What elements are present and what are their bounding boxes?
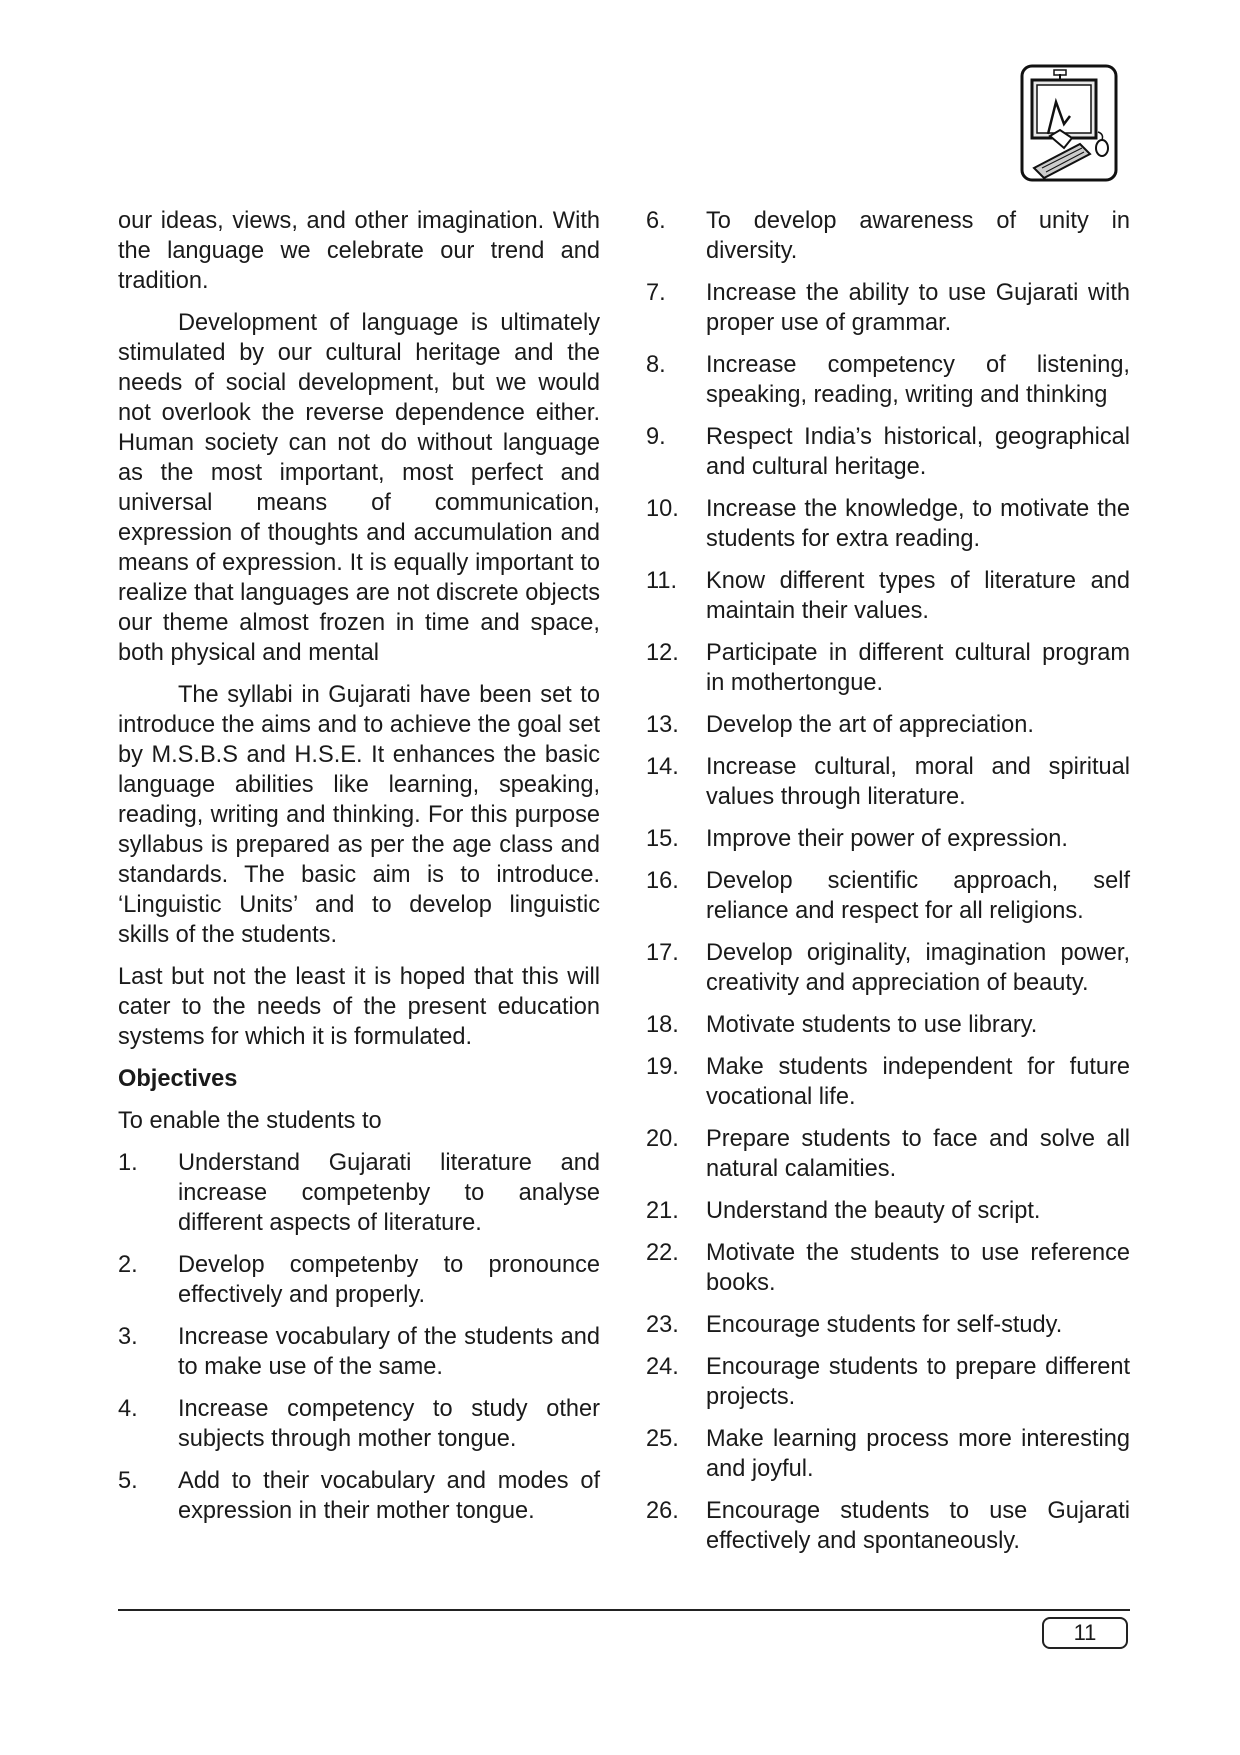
- item-text: Prepare students to face and solve all natural calamities.: [706, 1126, 1130, 1182]
- item-number: 5.: [118, 1468, 138, 1494]
- item-number: 9.: [646, 424, 666, 450]
- item-number: 4.: [118, 1396, 138, 1422]
- list-item: [118, 1250, 600, 1310]
- list-item: [646, 350, 1130, 410]
- list-item: [646, 1124, 1130, 1184]
- list-item: [646, 1052, 1130, 1112]
- list-item: [646, 206, 1130, 266]
- paragraph: The syllabi in Gujarati have been set to introduce the aims and to achieve the goal set by M.S.B.S and H.S.E. It enhances the basic language abilities like learning, speaking, reading, writing and thinking. For this purpose syllabus is prepared as per the age class and standards. The basic aim is to introduce. ‘Linguistic Units’ and to develop linguistic skills of the students.: [118, 682, 600, 948]
- item-number: 7.: [646, 280, 666, 306]
- item-number: 14.: [646, 754, 679, 780]
- item-number: 21.: [646, 1198, 679, 1224]
- list-item: [646, 278, 1130, 338]
- item-number: 12.: [646, 640, 679, 666]
- item-number: 1.: [118, 1150, 138, 1176]
- list-item: [646, 566, 1130, 626]
- item-text: Develop originality, imagination power, creativity and appreciation of beauty.: [706, 940, 1130, 996]
- list-item: [646, 938, 1130, 998]
- item-text: Increase competency of listening, speaking, reading, writing and thinking: [706, 352, 1130, 408]
- paragraph: Development of language is ultimately stimulated by our cultural heritage and the needs of social development, but we would not overlook the reverse dependence either. Human society can not do without language as the most important, most perfect and universal means of communication, expression of thoughts and accumulation and means of expression. It is equally important to realize that languages are not discrete objects our theme almost frozen in time and space, both physical and mental: [118, 310, 600, 666]
- list-item: [646, 422, 1130, 482]
- objectives-list-right: [646, 206, 1130, 1556]
- item-text: Understand the beauty of script.: [706, 1198, 1041, 1224]
- list-item: [118, 1466, 600, 1526]
- item-number: 16.: [646, 868, 679, 894]
- item-text: Add to their vocabulary and modes of expression in their mother tongue.: [178, 1468, 600, 1524]
- list-item: [646, 1352, 1130, 1412]
- list-item: [646, 1310, 1130, 1340]
- item-number: 11.: [646, 568, 678, 594]
- list-item: [646, 638, 1130, 698]
- list-item: [646, 824, 1130, 854]
- list-item: [646, 1196, 1130, 1226]
- item-text: Develop competenby to pronounce effectively and properly.: [178, 1252, 600, 1308]
- item-text: Encourage students to prepare different projects.: [706, 1354, 1130, 1410]
- list-item: [118, 1322, 600, 1382]
- item-number: 19.: [646, 1054, 679, 1080]
- item-number: 13.: [646, 712, 679, 738]
- list-item: [646, 494, 1130, 554]
- item-number: 2.: [118, 1252, 138, 1278]
- item-text: Make students independent for future vocational life.: [706, 1054, 1130, 1110]
- page-number: 11: [1042, 1617, 1128, 1649]
- item-text: Respect India’s historical, geographical and cultural heritage.: [706, 424, 1130, 480]
- item-text: Know different types of literature and maintain their values.: [706, 568, 1130, 624]
- item-number: 15.: [646, 826, 679, 852]
- list-item: [646, 1424, 1130, 1484]
- left-column: [118, 206, 600, 1538]
- item-text: Make learning process more interesting and joyful.: [706, 1426, 1130, 1482]
- item-number: 8.: [646, 352, 666, 378]
- item-number: 3.: [118, 1324, 138, 1350]
- list-item: [646, 1238, 1130, 1298]
- paragraph: Last but not the least it is hoped that this will cater to the needs of the present education systems for which it is formulated.: [118, 964, 600, 1050]
- list-item: [646, 752, 1130, 812]
- item-text: Increase cultural, moral and spiritual values through literature.: [706, 754, 1130, 810]
- item-text: Increase the ability to use Gujarati with proper use of grammar.: [706, 280, 1130, 336]
- objectives-list-left: [118, 1148, 600, 1526]
- item-number: 25.: [646, 1426, 679, 1452]
- list-item: [646, 1010, 1130, 1040]
- objectives-heading: Objectives: [118, 1066, 238, 1092]
- item-number: 18.: [646, 1012, 679, 1038]
- footer-divider: [118, 1609, 1130, 1611]
- item-number: 26.: [646, 1498, 679, 1524]
- item-text: Encourage students to use Gujarati effectively and spontaneously.: [706, 1498, 1130, 1554]
- item-text: Participate in different cultural program in mothertongue.: [706, 640, 1130, 696]
- item-number: 22.: [646, 1240, 679, 1266]
- right-column: [646, 206, 1130, 1568]
- list-item: [118, 1394, 600, 1454]
- list-item: [646, 710, 1130, 740]
- objectives-intro: To enable the students to: [118, 1108, 382, 1134]
- item-text: Improve their power of expression.: [706, 826, 1068, 852]
- item-number: 24.: [646, 1354, 679, 1380]
- item-text: Motivate students to use library.: [706, 1012, 1038, 1038]
- computer-drawing-icon: [1020, 64, 1118, 182]
- item-number: 17.: [646, 940, 679, 966]
- item-text: Increase vocabulary of the students and to make use of the same.: [178, 1324, 600, 1380]
- list-item: [118, 1148, 600, 1238]
- item-number: 10.: [646, 496, 679, 522]
- item-number: 23.: [646, 1312, 679, 1338]
- item-text: Increase the knowledge, to motivate the students for extra reading.: [706, 496, 1130, 552]
- item-text: Develop scientific approach, self reliance and respect for all religions.: [706, 868, 1130, 924]
- item-text: To develop awareness of unity in diversity.: [706, 208, 1130, 264]
- item-text: Develop the art of appreciation.: [706, 712, 1034, 738]
- item-number: 6.: [646, 208, 666, 234]
- list-item: [646, 1496, 1130, 1556]
- list-item: [646, 866, 1130, 926]
- item-text: Increase competency to study other subjects through mother tongue.: [178, 1396, 600, 1452]
- item-text: Motivate the students to use reference books.: [706, 1240, 1130, 1296]
- item-text: Understand Gujarati literature and increase competenby to analyse different aspects of literature.: [178, 1150, 600, 1236]
- item-number: 20.: [646, 1126, 679, 1152]
- item-text: Encourage students for self-study.: [706, 1312, 1063, 1338]
- paragraph: our ideas, views, and other imagination. With the language we celebrate our trend and tradition.: [118, 208, 600, 294]
